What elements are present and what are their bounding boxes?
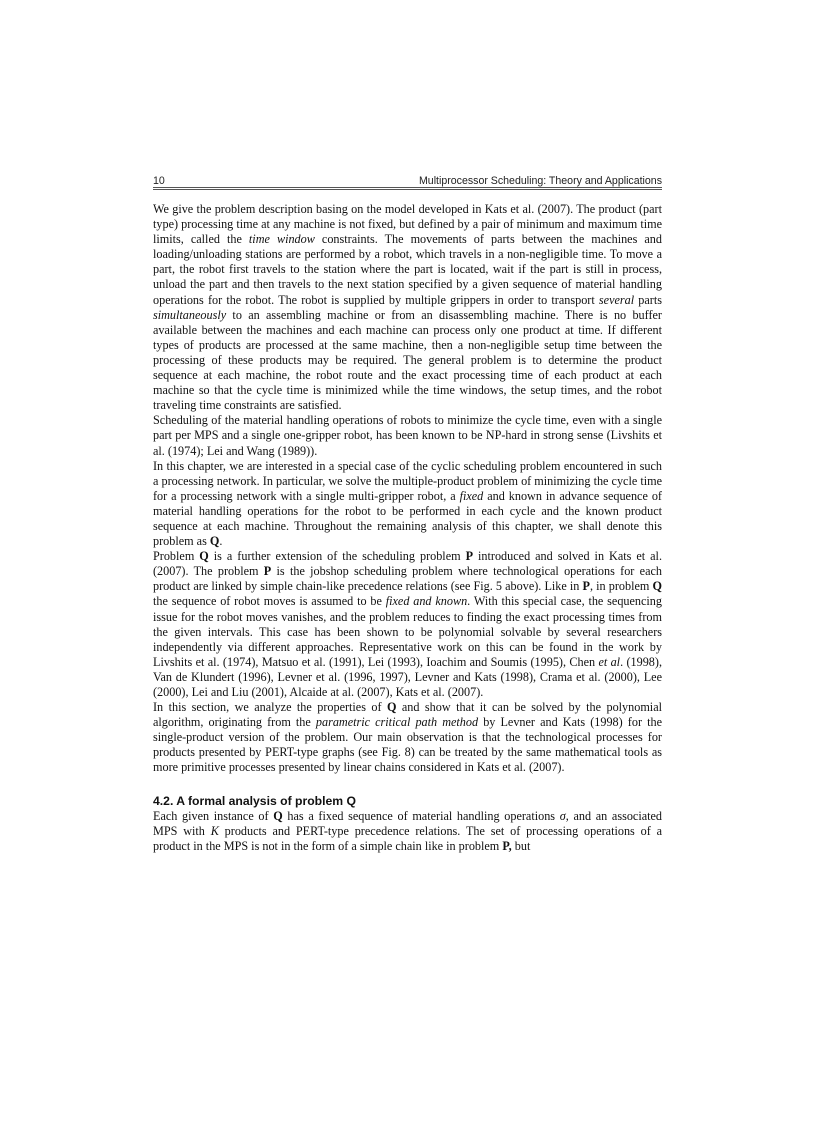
paragraph-np-hardness: Scheduling of the material handling operations of robots to minimize the cycle time, even with a single part per MPS and a single one-gripper robot, has been known to be NP-hard in strong sense (Livshits et al. (1974); Lei and Wang (1989)). (153, 413, 662, 458)
paragraph-formal-analysis: Each given instance of Q has a fixed sequence of material handling operations σ, and an associated MPS with K products and PERT-type precedence relations. The set of processing operations of a product in the MPS is not in the form of a simple chain like in problem P, but (153, 808, 663, 853)
section-heading: 4.2. A formal analysis of problem Q (153, 793, 356, 808)
paragraph-chapter-scope: In this chapter, we are interested in a special case of the cyclic scheduling problem encountered in such a processing network. In particular, we solve the multiple-product problem of minimizing the cycle time for a processing network with a single multi-gripper robot, a fixed and known in advance sequence of material handling operations for the robot to be performed in each cycle and the known product sequence at each machine. Throughout the remaining analysis of this chapter, we shall denote this problem as Q. (153, 458, 662, 549)
page-number: 10 (153, 175, 165, 187)
header-rule (153, 189, 662, 190)
running-title: Multiprocessor Scheduling: Theory and Applications (418, 175, 662, 187)
running-head (153, 175, 662, 187)
paragraph-problem-description: We give the problem description basing on the model developed in Kats et al. (2007). The product (part type) processing time at any machine is not fixed, but defined by a pair of minimum and maximum time limits, called the time window constraints. The movements of parts between the machines and loading/unloading stations are performed by a robot, which travels in a non-negligible time. To move a part, the robot first travels to the station where the part is located, wait if the part is still in process, unload the part and then travels to the next station specified by a given sequence of material handling operations for the robot. The robot is supplied by multiple grippers in order to transport several parts simultaneously to an assembling machine or from an disassembling machine. There is no buffer available between the machines and each machine can process only one product at time. If different types of products are processed at the same machine, then a non-negligible setup time between the processing of these products may be required. The general problem is to determine the product sequence at each machine, the robot route and the exact processing time of each product at each machine so that the cycle time is minimized while the time windows, the setup times, and the robot traveling time constraints are satisfied. (153, 202, 662, 413)
body-text (153, 202, 662, 854)
paragraph-section-overview: In this section, we analyze the properties of Q and show that it can be solved by the polynomial algorithm, originating from the parametric critical path method by Levner and Kats (1998) for the single-product version of the problem. Our main observation is that the technological processes for products presented by PERT-type graphs (see Fig. 8) can be treated by the same mathematical tools as more primitive processes presented by linear chains considered in Kats et al. (2007). (153, 700, 662, 775)
header-rule (153, 187, 662, 188)
paragraph-problem-q-extension: Problem Q is a further extension of the scheduling problem P introduced and solved in Kats et al. (2007). The problem P is the jobshop scheduling problem where technological operations for each product are linked by simple chain-like precedence relations (see Fig. 5 above). Like in P, in problem Q the sequence of robot moves is assumed to be fixed and known. With this special case, the sequencing issue for the robot moves vanishes, and the problem reduces to finding the exact processing times from the given intervals. This case has been shown to be polynomial solvable by several researchers independently via different approaches. Representative work on this can be found in the work by Livshits et al. (1974), Matsuo et al. (1991), Lei (1993), Ioachim and Soumis (1995), Chen et al. (1998), Van de Klundert (1996), Levner et al. (1996, 1997), Levner and Kats (1998), Crama et al. (2000), Lee (2000), Lei and Liu (2001), Alcaide at al. (2007), Kats et al. (2007). (153, 549, 663, 699)
